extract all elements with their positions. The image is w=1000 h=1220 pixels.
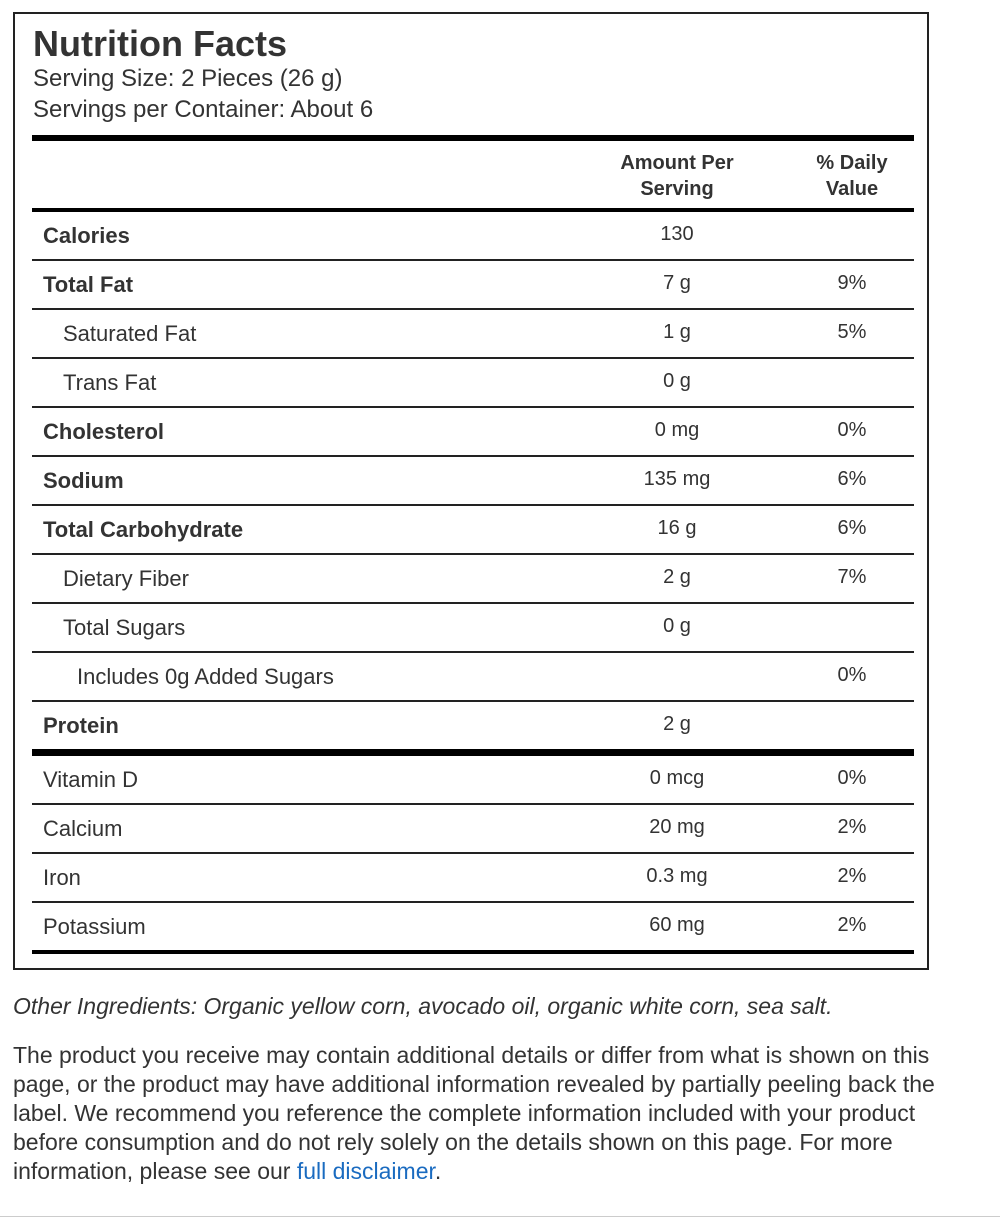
column-header-amount-line2: Serving xyxy=(640,178,714,200)
disclaimer-body: The product you receive may contain additional details or differ from what is shown on this page, or the product may have additional information revealed by partially peeling back the label. We recommend you reference the complete information included with your product before consumption and do not rely solely on the details shown on this page. For more information, please see our xyxy=(13,1042,935,1184)
vitamin-amount: 0 mcg xyxy=(649,767,705,789)
table-row-dietary-fiber xyxy=(32,555,914,602)
nutrient-amount: 7 g xyxy=(663,272,691,294)
nutrient-daily-value: 9% xyxy=(837,272,867,294)
vitamin-name: Calcium xyxy=(43,816,123,841)
vitamin-daily-value: 2% xyxy=(837,914,867,936)
nutrient-name: Includes 0g Added Sugars xyxy=(77,664,334,689)
table-row-cholesterol xyxy=(32,408,914,455)
nutrient-name: Total Carbohydrate xyxy=(43,517,244,542)
table-row-iron xyxy=(32,854,914,901)
nutrient-daily-value: 7% xyxy=(837,566,867,588)
nutrient-daily-value: 0% xyxy=(837,664,867,686)
table-row-potassium xyxy=(32,903,914,950)
nutrient-amount: 0 g xyxy=(663,370,691,392)
vitamin-name: Potassium xyxy=(43,914,146,939)
divider xyxy=(0,1216,1000,1217)
page-title: Nutrition Facts xyxy=(33,23,288,64)
nutrient-amount: 0 mg xyxy=(654,419,700,441)
nutrient-amount: 0 g xyxy=(663,615,691,637)
vitamin-amount: 20 mg xyxy=(649,816,705,838)
nutrient-amount: 16 g xyxy=(657,517,697,539)
nutrient-amount: 135 mg xyxy=(643,468,711,490)
vitamin-daily-value: 2% xyxy=(837,816,867,838)
nutrition-table xyxy=(32,135,914,954)
nutrient-name: Total Fat xyxy=(43,272,134,297)
table-row-sodium xyxy=(32,457,914,504)
nutrient-daily-value: 0% xyxy=(837,419,867,441)
nutrient-amount: 2 g xyxy=(663,713,691,735)
other-ingredients: Other Ingredients: Organic yellow corn, avocado oil, organic white corn, sea salt. xyxy=(13,993,833,1019)
nutrition-facts-panel xyxy=(13,12,929,970)
nutrient-amount: 130 xyxy=(660,223,694,245)
disclaimer-trailing: . xyxy=(434,1158,442,1184)
table-row-added-sugars xyxy=(32,653,914,700)
column-header-dv-line1: % Daily xyxy=(816,152,888,174)
table-row-calories xyxy=(32,212,914,259)
table-row-total-sugars xyxy=(32,604,914,651)
servings-per-container: Servings per Container: About 6 xyxy=(33,96,374,123)
table-row-protein xyxy=(32,702,914,749)
nutrient-name: Trans Fat xyxy=(63,370,157,395)
table-row-vitamin-d xyxy=(32,756,914,803)
nutrient-name: Cholesterol xyxy=(43,419,165,444)
nutrient-daily-value: 6% xyxy=(837,468,867,490)
vitamin-name: Iron xyxy=(43,865,81,890)
nutrient-daily-value: 5% xyxy=(837,321,867,343)
column-header-amount-line1: Amount Per xyxy=(620,152,734,174)
vitamin-amount: 0.3 mg xyxy=(646,865,708,887)
vitamin-daily-value: 0% xyxy=(837,767,867,789)
vitamin-daily-value: 2% xyxy=(837,865,867,887)
table-row-calcium xyxy=(32,805,914,852)
serving-size: Serving Size: 2 Pieces (26 g) xyxy=(33,65,343,92)
nutrient-name: Dietary Fiber xyxy=(63,566,189,591)
column-header-amount xyxy=(592,150,762,202)
table-header xyxy=(32,141,914,208)
nutrient-name: Calories xyxy=(43,223,130,248)
nutrient-amount: 1 g xyxy=(663,321,691,343)
nutrient-name: Total Sugars xyxy=(63,615,186,640)
divider xyxy=(32,749,914,756)
nutrient-name: Saturated Fat xyxy=(63,321,197,346)
table-row-total-carbohydrate xyxy=(32,506,914,553)
nutrient-name: Protein xyxy=(43,713,119,738)
table-row-trans-fat xyxy=(32,359,914,406)
full-disclaimer-link[interactable]: full disclaimer xyxy=(296,1158,435,1184)
vitamin-name: Vitamin D xyxy=(43,767,138,792)
divider xyxy=(32,950,914,954)
table-row-total-fat xyxy=(32,261,914,308)
vitamin-amount: 60 mg xyxy=(649,914,705,936)
nutrient-daily-value: 6% xyxy=(837,517,867,539)
table-row-saturated-fat xyxy=(32,310,914,357)
column-header-dv-line2: Value xyxy=(825,178,879,200)
disclaimer-text xyxy=(13,1041,943,1186)
nutrient-amount: 2 g xyxy=(663,566,691,588)
nutrient-name: Sodium xyxy=(43,468,124,493)
column-header-daily-value xyxy=(792,150,912,202)
